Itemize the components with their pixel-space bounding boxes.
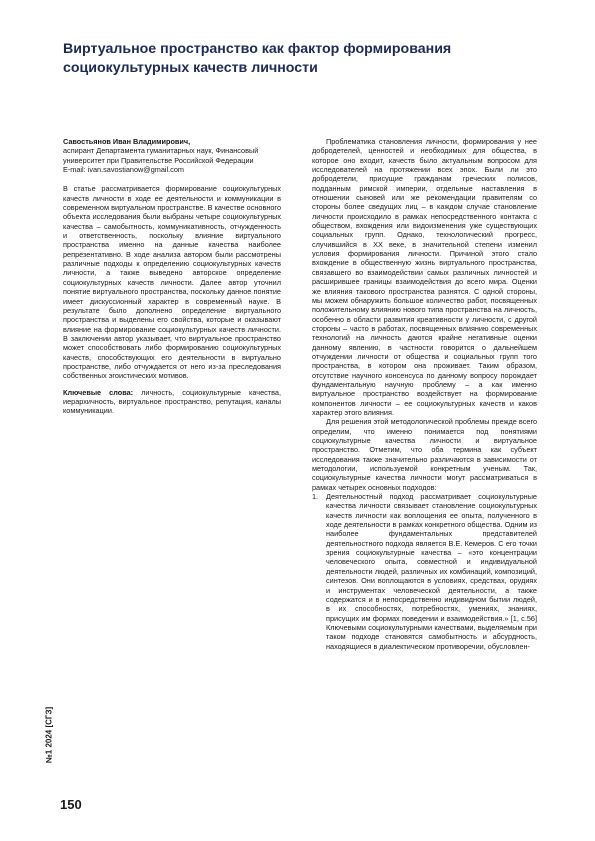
author-block — [63, 137, 281, 174]
issue-label: №1 2024 [СГЗ] — [44, 706, 54, 764]
list-item-number: 1. — [312, 492, 319, 502]
body-paragraph-2: Для решения этой методологической проблемы прежде всего определим, что именно понимается под понятиями социокультурные качества личности и виртуальное пространство. Отметим, что оба термина как субъект исследования также значительно различаются в зависимости от методологии, используемой конкретным ученым. Так, социокультурные качества личности могут рассматриваться в рамках четырех основных подходов: — [312, 417, 537, 492]
list-item — [312, 492, 537, 651]
issue-sidebar — [42, 680, 56, 790]
right-column — [312, 137, 537, 651]
body-paragraph-1: Проблематика становления личности, формирования у нее добродетелей, ценностей и необходимых для общества, в которое оно входит, качеств было актуальным вопросом для исследователей на протяжении всех эпох. Были ли это добродетели, присущие гражданам греческих полисов, подданным римской империи, отдельные наставления в отношении сыновей или же рекомендации правителям со стороны более сведущих лиц – в каждом случае становление личности происходило в рамках непосредственного контакта с обществом, вхождения или видоизменения уже существующих социальных групп. Однако, технологический прогресс, случившийся в XX веке, в значительной степени изменил условия формирования личности. Причиной этого стало вхождение в общественную жизнь виртуального пространства, связавшего во взаимодействии самых различных личностей и расширившее границы взаимодействия до всего мира. Оценки же влияния такового пространства разнятся. С одной стороны, мы можем обнаружить большое количество работ, посвященных положительному влиянию нового типа пространства на личность, особенно в области развития креативности у личности, с другой стороны – часто в работах, посвященных влиянию современных технологий на личность даются крайне негативные оценки данному явлению, в частности говорится о дальнейшем отчуждении личности от общества и социальных групп того пространства, в котором она проживает. Таким образом, отсутствие научного консенсуса по данному вопросу порождает фундаментальную научную проблему – а как именно виртуальное пространство воздействует на формирование компонентов личности – ее социокультурных качеств и каков характер этого влияния. — [312, 137, 537, 417]
abstract: В статье рассматривается формирование социокультурных качеств личности в ходе ее деятельности и коммуникации в современном виртуальном пространстве. В качестве основного объекта исследования были выбраны четыре социокультурных качества – самобытность, коммуникативность, отчужденность и ответственность, поскольку влияние виртуального пространства именно на данные качества наиболее репрезентативно. В ходе анализа автором были рассмотрены различные подходы к определению социокультурных качеств личности, а также выведено авторское определение социокультурных качеств личности. Далее автор уточнил понятие виртуального пространства, поскольку данное понятие имеет дискуссионный характер в современный науке. В результате было дополнено определение виртуального пространства и выделены его свойства, которые и оказывают влияние на формирование социокультурных качеств личности. В заключении автор указывает, что виртуальное пространство может способствовать либо формированию социокультурных качеств, способствующих его деятельности в виртуально пространстве, либо отчуждается от него из-за преследования собственных эгоистических мотивов. — [63, 184, 281, 381]
author-name: Савостьянов Иван Владимирович, — [63, 137, 191, 146]
author-email: E-mail: ivan.savostianow@gmail.com — [63, 165, 184, 175]
left-column — [63, 137, 281, 416]
approaches-list — [312, 492, 537, 651]
keywords-label: Ключевые слова: — [63, 387, 134, 397]
keywords-text: личность, социокультурные качества, иерархичность, виртуальное пространство, репутация, каналы коммуникации. — [63, 387, 281, 416]
article-title: Виртуальное пространство как фактор формирования социокультурных качеств личности — [63, 41, 452, 76]
author-affiliation: аспирант Департамента гуманитарных наук, Финансовый университет при Правительстве Российской Федерации — [63, 146, 259, 165]
page-number: 150 — [60, 797, 82, 812]
list-item-text: Деятельностный подход рассматривает социокультурные качества личности связывает становление социокультурных качеств личности как воплощения ее опыта, полученного в ходе деятельности в рамках конкретного общества. Одним из наиболее фундаментальных представителей деятельностного подхода является В.Е. Кемеров. С его точки зрения социокультурные качества – «это концентрации человеческого опыта, совместной и индивидуальной деятельности людей, различных их комбинаций, композиций, синтезов. Они воплощаются в условиях, средствах, орудиях и инструментах человеческой деятельности, а также содержатся и в непосредственно индивидном бытии людей, в их способностях, потребностях, умениях, знаниях, присущих им формах поведении и взаимодействия.» [1, с.56] Ключевыми социокультурными качествами, выделяемым при таком подходе становятся самобытность и абсурдность, находящиеся в диалектическом противоречии, обусловлен- — [326, 492, 537, 651]
keywords — [63, 388, 281, 416]
